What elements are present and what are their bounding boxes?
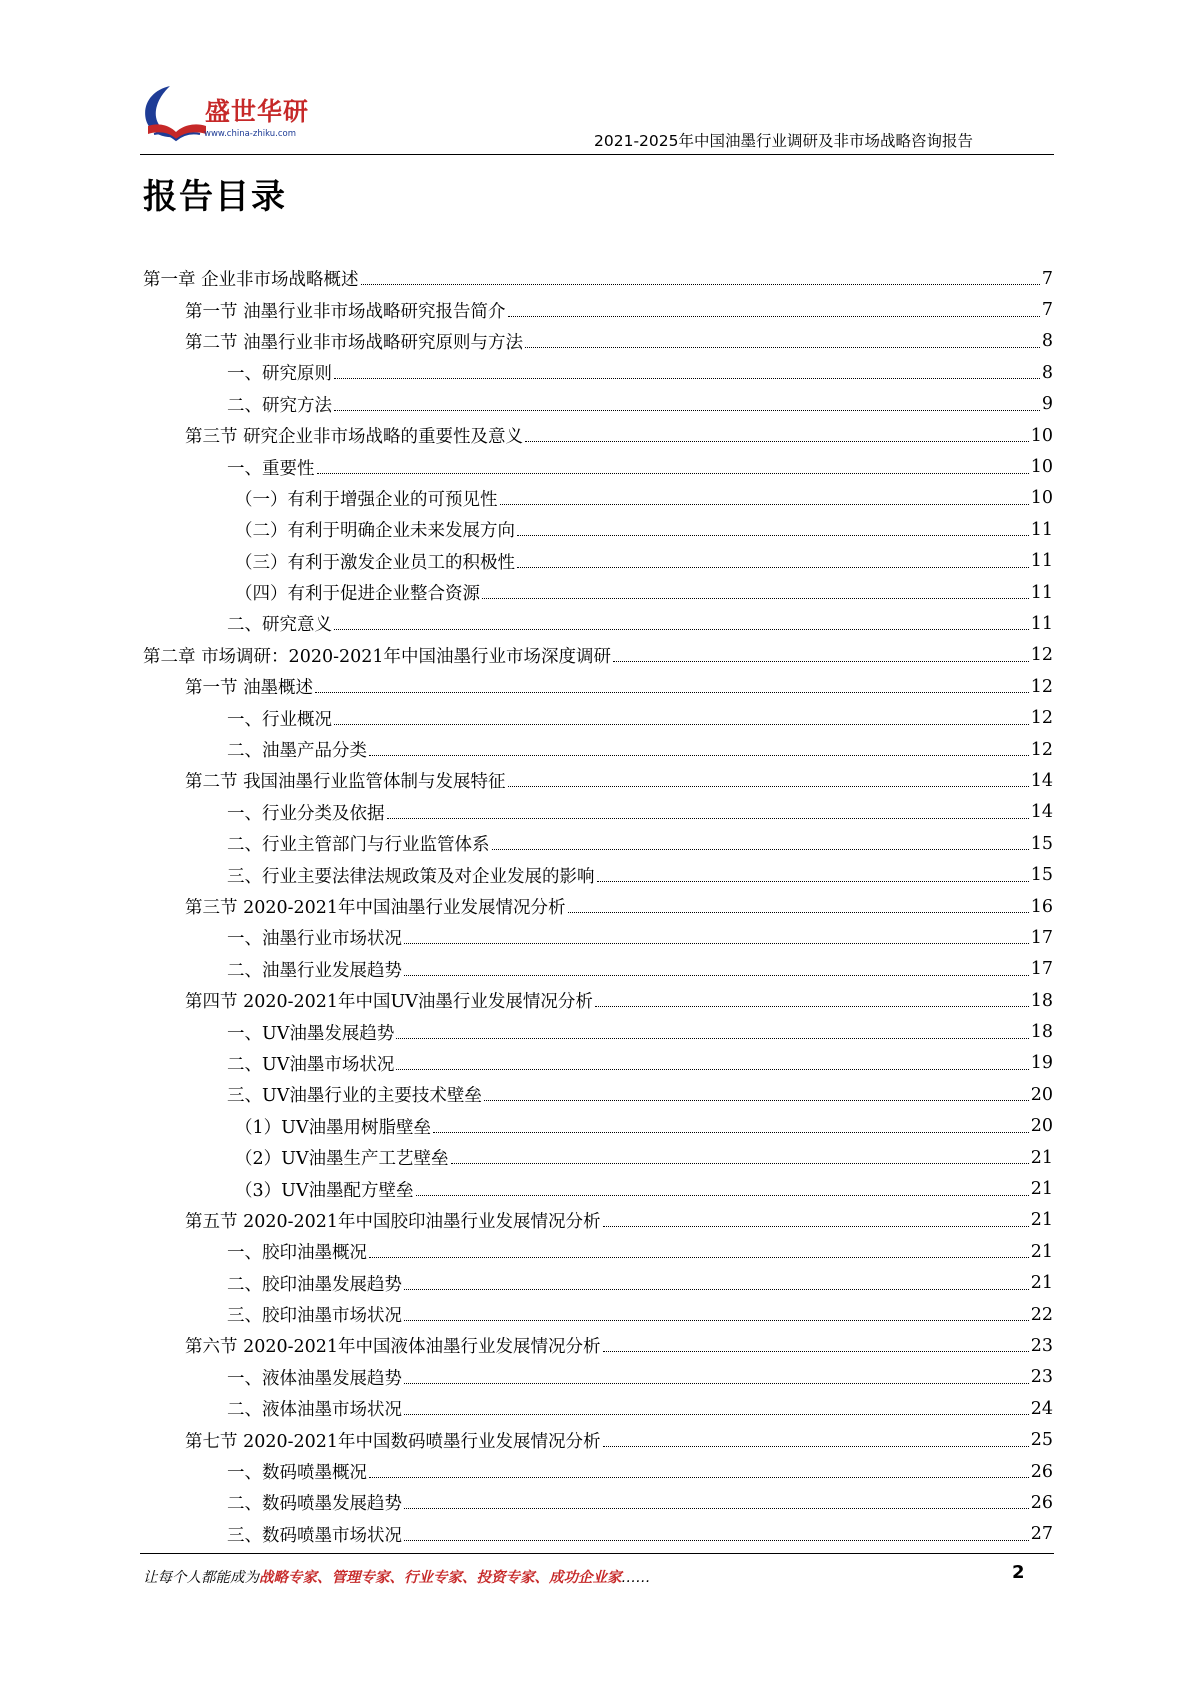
toc-dot-leader bbox=[525, 441, 1029, 442]
toc-page-number: 21 bbox=[1030, 1147, 1053, 1168]
toc-entry[interactable] bbox=[143, 608, 1053, 639]
toc-entry-title: 第三节 2020-2021年中国油墨行业发展情况分析 bbox=[185, 898, 566, 918]
toc-entry[interactable] bbox=[143, 1424, 1053, 1455]
toc-dot-leader bbox=[500, 504, 1029, 505]
toc-entry-title: 第一节 油墨行业非市场战略研究报告简介 bbox=[185, 301, 506, 322]
toc-dot-leader bbox=[361, 284, 1040, 285]
logo-url: www.china-zhiku.com bbox=[204, 129, 296, 139]
toc-page-number: 15 bbox=[1030, 865, 1053, 886]
toc-dot-leader bbox=[416, 1195, 1029, 1196]
toc-entry-title: （三）有利于激发企业员工的积极性 bbox=[235, 552, 515, 573]
toc-dot-leader bbox=[517, 567, 1029, 568]
toc-page-number: 8 bbox=[1041, 331, 1053, 352]
toc-page-number: 15 bbox=[1030, 833, 1053, 854]
toc-page-number: 18 bbox=[1030, 990, 1053, 1011]
toc-entry-title: 三、UV油墨行业的主要技术壁垒 bbox=[227, 1086, 482, 1107]
toc-entry-title: 第五节 2020-2021年中国胶印油墨行业发展情况分析 bbox=[185, 1211, 601, 1232]
toc-entry[interactable] bbox=[143, 1079, 1053, 1110]
page-number: 2 bbox=[1012, 1562, 1025, 1583]
toc-dot-leader bbox=[484, 1100, 1029, 1101]
toc-dot-leader bbox=[603, 1226, 1029, 1227]
toc-entry-title: 一、液体油墨发展趋势 bbox=[227, 1368, 402, 1389]
toc-dot-leader bbox=[404, 1320, 1029, 1321]
toc-entry[interactable] bbox=[143, 702, 1053, 733]
toc-dot-leader bbox=[508, 316, 1040, 317]
toc-page-number: 12 bbox=[1030, 739, 1053, 760]
toc-entry-title: 三、数码喷墨市场状况 bbox=[227, 1525, 402, 1546]
toc-entry-title: 二、数码喷墨发展趋势 bbox=[227, 1494, 402, 1515]
toc-dot-leader bbox=[334, 724, 1029, 725]
toc-entry-title: 二、胶印油墨发展趋势 bbox=[227, 1274, 402, 1295]
toc-entry-title: 二、油墨行业发展趋势 bbox=[227, 960, 402, 981]
toc-page-number: 11 bbox=[1030, 613, 1053, 634]
toc-page-number: 27 bbox=[1030, 1524, 1053, 1545]
footer-highlight: 战略专家、管理专家、行业专家、投资专家、成功企业家 bbox=[259, 1570, 622, 1586]
toc-dot-leader bbox=[387, 818, 1029, 819]
toc-entry[interactable] bbox=[143, 891, 1053, 922]
toc-page-number: 12 bbox=[1030, 708, 1053, 729]
toc-entry-title: （2）UV油墨生产工艺壁垒 bbox=[235, 1149, 449, 1170]
toc-page-number: 21 bbox=[1030, 1241, 1053, 1262]
toc-entry[interactable] bbox=[143, 922, 1053, 953]
toc-entry[interactable] bbox=[143, 514, 1053, 545]
toc-entry[interactable] bbox=[143, 1236, 1053, 1267]
logo-text: 盛世华研 bbox=[205, 97, 310, 126]
toc-page-number: 21 bbox=[1030, 1179, 1053, 1200]
toc-entry-title: （1）UV油墨用树脂壁垒 bbox=[235, 1117, 432, 1138]
toc-entry[interactable] bbox=[143, 640, 1053, 671]
toc-dot-leader bbox=[315, 692, 1029, 693]
toc-entry[interactable] bbox=[143, 1111, 1053, 1142]
toc-page-number: 7 bbox=[1041, 300, 1053, 321]
toc-page-number: 14 bbox=[1030, 770, 1053, 791]
toc-entry[interactable] bbox=[143, 985, 1053, 1016]
toc-page-number: 21 bbox=[1030, 1210, 1053, 1231]
toc-dot-leader bbox=[404, 1508, 1029, 1509]
footer-prefix: 让每个人都能成为 bbox=[143, 1570, 259, 1586]
toc-dot-leader bbox=[404, 1414, 1029, 1415]
toc-dot-leader bbox=[451, 1163, 1029, 1164]
toc-page-number: 18 bbox=[1030, 1022, 1053, 1043]
toc-entry[interactable] bbox=[143, 263, 1053, 294]
toc-entry-title: 三、行业主要法律法规政策及对企业发展的影响 bbox=[227, 866, 595, 887]
toc-entry[interactable] bbox=[143, 954, 1053, 985]
toc-entry[interactable] bbox=[143, 859, 1053, 890]
toc-dot-leader bbox=[492, 849, 1029, 850]
toc-dot-leader bbox=[525, 347, 1040, 348]
toc-dot-leader bbox=[404, 1540, 1029, 1541]
toc-dot-leader bbox=[369, 755, 1029, 756]
toc-entry-title: 二、油墨产品分类 bbox=[227, 741, 367, 762]
toc-dot-leader bbox=[482, 598, 1029, 599]
toc-entry-title: 第一章 企业非市场战略概述 bbox=[143, 270, 359, 291]
toc-dot-leader bbox=[334, 378, 1040, 379]
toc-dot-leader bbox=[517, 535, 1029, 536]
toc-dot-leader bbox=[369, 1257, 1029, 1258]
toc-dot-leader bbox=[404, 1383, 1029, 1384]
toc-dot-leader bbox=[404, 943, 1029, 944]
toc-dot-leader bbox=[334, 410, 1040, 411]
toc-page-number: 10 bbox=[1030, 425, 1053, 446]
toc-page-number: 26 bbox=[1030, 1461, 1053, 1482]
toc-entry-title: 第六节 2020-2021年中国液体油墨行业发展情况分析 bbox=[185, 1337, 601, 1358]
toc-dot-leader bbox=[568, 912, 1029, 913]
toc-page-number: 25 bbox=[1030, 1430, 1053, 1451]
toc-entry-title: 第三节 研究企业非市场战略的重要性及意义 bbox=[185, 427, 524, 448]
toc-dot-leader bbox=[508, 786, 1029, 787]
toc-page-number: 26 bbox=[1030, 1492, 1053, 1513]
footer-suffix: …… bbox=[621, 1570, 651, 1586]
toc-entry-title: 一、行业分类及依据 bbox=[227, 803, 385, 824]
toc-entry[interactable] bbox=[143, 671, 1053, 702]
toc-page-number: 7 bbox=[1041, 268, 1053, 289]
toc-entry-title: 三、胶印油墨市场状况 bbox=[227, 1306, 402, 1327]
toc-entry[interactable] bbox=[143, 1048, 1053, 1079]
toc-entry-title: 一、胶印油墨概况 bbox=[227, 1243, 367, 1264]
toc-entry-title: 二、行业主管部门与行业监管体系 bbox=[227, 835, 490, 856]
toc-page-number: 11 bbox=[1030, 582, 1053, 603]
toc-entry-title: 第一节 油墨概述 bbox=[185, 678, 314, 699]
toc-dot-leader bbox=[603, 1446, 1029, 1447]
toc-entry[interactable] bbox=[143, 1330, 1053, 1361]
toc-entry[interactable] bbox=[143, 357, 1053, 388]
toc-dot-leader bbox=[433, 1132, 1029, 1133]
toc-entry-title: 第四节 2020-2021年中国UV油墨行业发展情况分析 bbox=[185, 992, 593, 1013]
toc-dot-leader bbox=[369, 1477, 1029, 1478]
toc-entry[interactable] bbox=[143, 1299, 1053, 1330]
toc-page-number: 20 bbox=[1030, 1116, 1053, 1137]
toc-dot-leader bbox=[317, 473, 1029, 474]
toc-page-number: 21 bbox=[1030, 1273, 1053, 1294]
toc-entry[interactable] bbox=[143, 546, 1053, 577]
toc-entry-title: 一、研究原则 bbox=[227, 364, 332, 385]
toc-entry[interactable] bbox=[143, 1173, 1053, 1204]
toc-entry[interactable] bbox=[143, 1456, 1053, 1487]
header-divider bbox=[140, 154, 1054, 155]
page-title: 报告目录 bbox=[143, 177, 287, 217]
toc-dot-leader bbox=[396, 1069, 1028, 1070]
toc-page-number: 12 bbox=[1030, 645, 1053, 666]
toc-page-number: 8 bbox=[1041, 362, 1053, 383]
toc-entry[interactable] bbox=[143, 294, 1053, 325]
toc-dot-leader bbox=[404, 1289, 1029, 1290]
toc-entry-title: 第二章 市场调研：2020-2021年中国油墨行业市场深度调研 bbox=[143, 646, 612, 667]
toc-entry-title: 第七节 2020-2021年中国数码喷墨行业发展情况分析 bbox=[185, 1431, 601, 1452]
toc-page-number: 12 bbox=[1030, 676, 1053, 697]
toc-entry-title: 一、行业概况 bbox=[227, 709, 332, 730]
toc-entry-title: 二、液体油墨市场状况 bbox=[227, 1400, 402, 1421]
toc-entry-title: 一、UV油墨发展趋势 bbox=[227, 1023, 395, 1044]
toc-entry[interactable] bbox=[143, 828, 1053, 859]
toc-entry-title: 第二节 我国油墨行业监管体制与发展特征 bbox=[185, 772, 506, 793]
toc-entry[interactable] bbox=[143, 1268, 1053, 1299]
toc-entry[interactable] bbox=[143, 1393, 1053, 1424]
table-of-contents bbox=[143, 263, 1053, 1550]
toc-page-number: 17 bbox=[1030, 927, 1053, 948]
toc-entry[interactable] bbox=[143, 1519, 1053, 1550]
toc-entry-title: 第二节 油墨行业非市场战略研究原则与方法 bbox=[185, 332, 524, 353]
toc-entry[interactable] bbox=[143, 1362, 1053, 1393]
toc-page-number: 20 bbox=[1030, 1084, 1053, 1105]
toc-entry-title: 二、研究意义 bbox=[227, 615, 332, 636]
toc-entry-title: （一）有利于增强企业的可预见性 bbox=[235, 489, 498, 510]
toc-entry[interactable] bbox=[143, 1205, 1053, 1236]
toc-dot-leader bbox=[334, 629, 1029, 630]
toc-entry-title: 一、数码喷墨概况 bbox=[227, 1463, 367, 1484]
toc-entry[interactable] bbox=[143, 420, 1053, 451]
toc-entry-title: 一、油墨行业市场状况 bbox=[227, 929, 402, 950]
toc-dot-leader bbox=[404, 975, 1029, 976]
toc-entry-title: 一、重要性 bbox=[227, 458, 315, 479]
toc-dot-leader bbox=[603, 1351, 1029, 1352]
toc-page-number: 11 bbox=[1030, 519, 1053, 540]
toc-page-number: 23 bbox=[1030, 1367, 1053, 1388]
logo-book-icon bbox=[140, 82, 210, 148]
toc-entry-title: （3）UV油墨配方壁垒 bbox=[235, 1180, 414, 1201]
toc-entry[interactable] bbox=[143, 765, 1053, 796]
toc-page-number: 24 bbox=[1030, 1398, 1053, 1419]
toc-entry[interactable] bbox=[143, 483, 1053, 514]
toc-entry[interactable] bbox=[143, 389, 1053, 420]
footer-slogan bbox=[143, 1566, 651, 1587]
toc-page-number: 23 bbox=[1030, 1335, 1053, 1356]
toc-page-number: 22 bbox=[1030, 1304, 1053, 1325]
toc-entry[interactable] bbox=[143, 326, 1053, 357]
toc-page-number: 17 bbox=[1030, 959, 1053, 980]
toc-entry-title: 二、UV油墨市场状况 bbox=[227, 1054, 395, 1075]
toc-entry[interactable] bbox=[143, 1487, 1053, 1518]
toc-dot-leader bbox=[597, 881, 1029, 882]
toc-dot-leader bbox=[396, 1038, 1028, 1039]
toc-entry[interactable] bbox=[143, 1142, 1053, 1173]
footer-divider bbox=[140, 1553, 1054, 1554]
toc-page-number: 19 bbox=[1030, 1053, 1053, 1074]
toc-page-number: 9 bbox=[1041, 394, 1053, 415]
toc-page-number: 11 bbox=[1030, 551, 1053, 572]
toc-dot-leader bbox=[613, 661, 1029, 662]
toc-entry-title: （二）有利于明确企业未来发展方向 bbox=[235, 521, 515, 542]
toc-entry[interactable] bbox=[143, 797, 1053, 828]
toc-page-number: 10 bbox=[1030, 488, 1053, 509]
toc-entry[interactable] bbox=[143, 1016, 1053, 1047]
toc-page-number: 14 bbox=[1030, 802, 1053, 823]
toc-page-number: 10 bbox=[1030, 457, 1053, 478]
toc-dot-leader bbox=[595, 1006, 1029, 1007]
toc-entry[interactable] bbox=[143, 577, 1053, 608]
toc-entry-title: 二、研究方法 bbox=[227, 395, 332, 416]
company-logo bbox=[140, 82, 310, 148]
toc-entry[interactable] bbox=[143, 451, 1053, 482]
toc-page-number: 16 bbox=[1030, 896, 1053, 917]
toc-entry[interactable] bbox=[143, 734, 1053, 765]
toc-entry-title: （四）有利于促进企业整合资源 bbox=[235, 584, 480, 605]
report-title: 2021-2025年中国油墨行业调研及非市场战略咨询报告 bbox=[594, 132, 973, 150]
